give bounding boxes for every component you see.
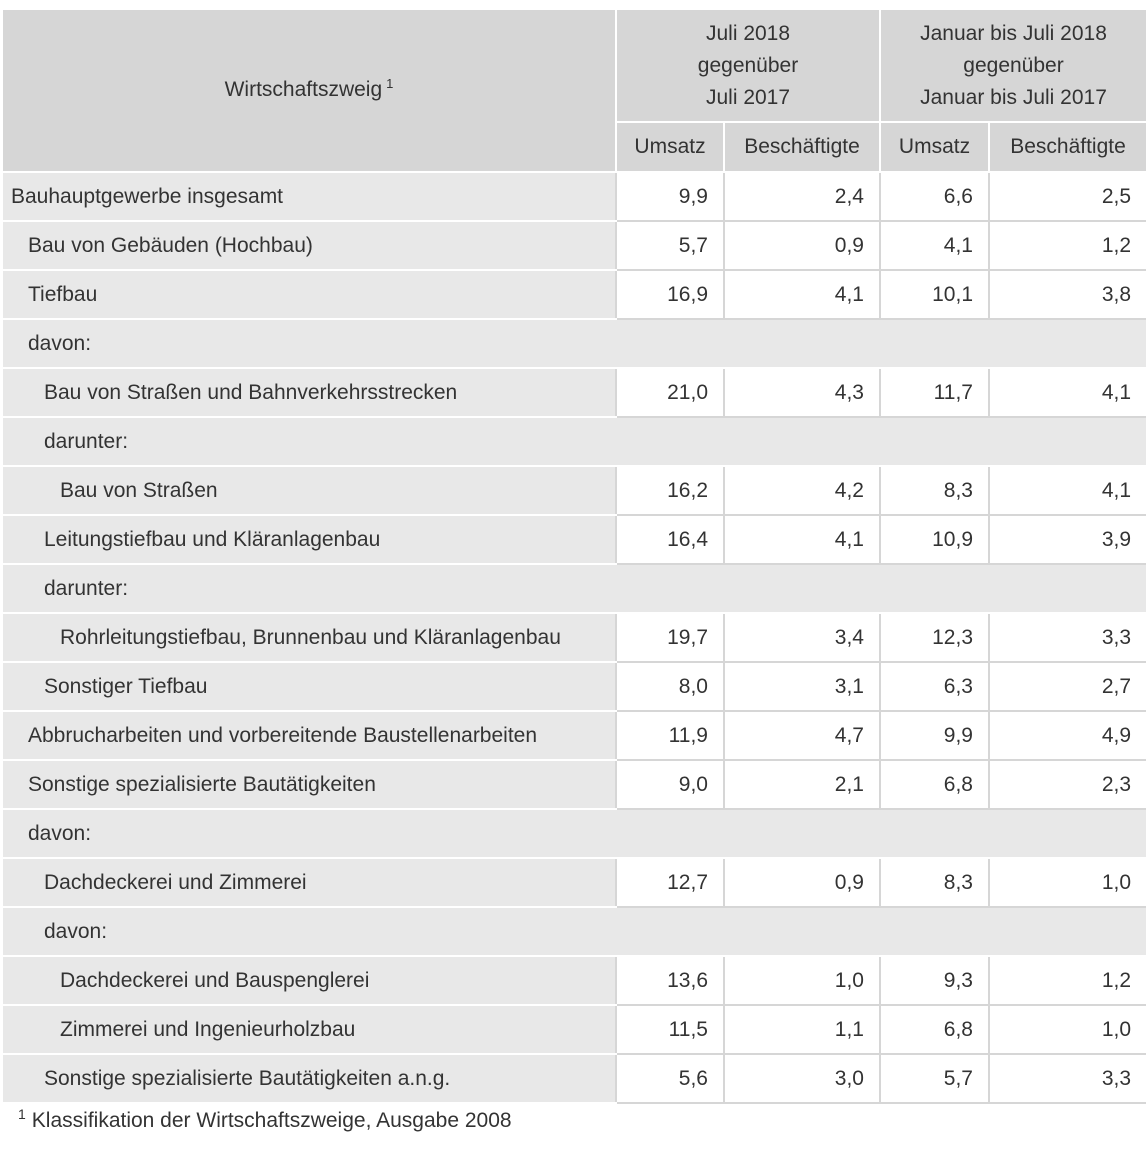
row-label: Dachdeckerei und Bauspenglerei xyxy=(3,956,616,1005)
header-wirtschaftszweig: Wirtschaftszweig $^1$ xyxy=(3,10,616,172)
row-label: davon: xyxy=(3,907,616,956)
row-value: 11,9 xyxy=(616,711,724,760)
row-label: davon: xyxy=(3,809,616,858)
row-value: 2,3 xyxy=(989,760,1146,809)
row-value: 21,0 xyxy=(616,368,724,417)
row-label: Rohrleitungstiefbau, Brunnenbau und Kläranlagenbau xyxy=(3,613,616,662)
footnote-text: Klassifikation der Wirtschaftszweige, Ausgabe 2008 xyxy=(31,1109,512,1132)
row-value: 1,0 xyxy=(989,1005,1146,1054)
row-label: darunter: xyxy=(3,564,616,613)
row-value: 3,3 xyxy=(989,613,1146,662)
table-row xyxy=(3,1054,1146,1103)
row-value: 8,3 xyxy=(880,858,989,907)
row-value: 12,7 xyxy=(616,858,724,907)
row-label: Tiefbau xyxy=(3,270,616,319)
row-value: 6,3 xyxy=(880,662,989,711)
row-value: 9,9 xyxy=(880,711,989,760)
row-value: 0,9 xyxy=(724,858,880,907)
table-row xyxy=(3,172,1146,221)
table-row xyxy=(3,270,1146,319)
row-fill xyxy=(616,809,1146,858)
row-fill xyxy=(616,564,1146,613)
row-value: 2,5 xyxy=(989,172,1146,221)
row-value: 4,1 xyxy=(724,270,880,319)
header-umsatz-2: Umsatz xyxy=(880,122,989,172)
row-value: 5,7 xyxy=(880,1054,989,1103)
row-value: 1,2 xyxy=(989,221,1146,270)
row-value: 3,9 xyxy=(989,515,1146,564)
table-row xyxy=(3,858,1146,907)
row-value: 3,4 xyxy=(724,613,880,662)
table-row xyxy=(3,1005,1146,1054)
table-row xyxy=(3,956,1146,1005)
header-beschaeftigte-1: Beschäftigte xyxy=(724,122,880,172)
row-label: Sonstiger Tiefbau xyxy=(3,662,616,711)
header-footnote-marker: 1 xyxy=(386,75,394,91)
table-row xyxy=(3,613,1146,662)
row-value: 9,9 xyxy=(616,172,724,221)
row-value: 16,2 xyxy=(616,466,724,515)
footnote-marker: 1 xyxy=(18,1106,26,1122)
table-row xyxy=(3,760,1146,809)
header-beschaeftigte-2: Beschäftigte xyxy=(989,122,1146,172)
row-value: 1,0 xyxy=(989,858,1146,907)
row-value: 3,1 xyxy=(724,662,880,711)
table-body xyxy=(3,172,1146,1103)
row-value: 5,7 xyxy=(616,221,724,270)
row-label: Bauhauptgewerbe insgesamt xyxy=(3,172,616,221)
row-label: Sonstige spezialisierte Bautätigkeiten a.n.g. xyxy=(3,1054,616,1103)
header-group-januar-bis-juli: Januar bis Juli 2018 gegenüber Januar bis Juli 2017 xyxy=(880,10,1146,122)
row-label: Bau von Straßen und Bahnverkehrsstrecken xyxy=(3,368,616,417)
row-value: 1,0 xyxy=(724,956,880,1005)
row-value: 4,1 xyxy=(724,515,880,564)
table-row xyxy=(3,319,1146,368)
row-value: 2,4 xyxy=(724,172,880,221)
row-value: 5,6 xyxy=(616,1054,724,1103)
row-fill xyxy=(616,417,1146,466)
row-value: 8,0 xyxy=(616,662,724,711)
row-value: 1,1 xyxy=(724,1005,880,1054)
row-value: 13,6 xyxy=(616,956,724,1005)
row-value: 9,0 xyxy=(616,760,724,809)
row-value: 16,4 xyxy=(616,515,724,564)
row-value: 3,3 xyxy=(989,1054,1146,1103)
table-row xyxy=(3,417,1146,466)
row-value: 4,1 xyxy=(880,221,989,270)
row-fill xyxy=(616,907,1146,956)
row-value: 19,7 xyxy=(616,613,724,662)
row-value: 4,7 xyxy=(724,711,880,760)
table-row xyxy=(3,515,1146,564)
row-label: Sonstige spezialisierte Bautätigkeiten xyxy=(3,760,616,809)
row-value: 6,6 xyxy=(880,172,989,221)
row-value: 4,9 xyxy=(989,711,1146,760)
row-label: Dachdeckerei und Zimmerei xyxy=(3,858,616,907)
row-value: 12,3 xyxy=(880,613,989,662)
table-row xyxy=(3,809,1146,858)
table-row xyxy=(3,564,1146,613)
data-table xyxy=(3,10,1146,1104)
row-value: 4,1 xyxy=(989,466,1146,515)
table-header xyxy=(3,10,1146,172)
row-value: 11,7 xyxy=(880,368,989,417)
row-value: 2,1 xyxy=(724,760,880,809)
row-label: Leitungstiefbau und Kläranlagenbau xyxy=(3,515,616,564)
row-value: 1,2 xyxy=(989,956,1146,1005)
row-label: Abbrucharbeiten und vorbereitende Baustellenarbeiten xyxy=(3,711,616,760)
row-value: 3,8 xyxy=(989,270,1146,319)
table-row xyxy=(3,368,1146,417)
row-value: 0,9 xyxy=(724,221,880,270)
table-row xyxy=(3,711,1146,760)
table-row xyxy=(3,907,1146,956)
table-row xyxy=(3,221,1146,270)
row-value: 6,8 xyxy=(880,760,989,809)
row-label: Bau von Straßen xyxy=(3,466,616,515)
row-fill xyxy=(616,319,1146,368)
row-label: darunter: xyxy=(3,417,616,466)
row-value: 10,9 xyxy=(880,515,989,564)
row-value: 4,1 xyxy=(989,368,1146,417)
row-value: 9,3 xyxy=(880,956,989,1005)
row-value: 10,1 xyxy=(880,270,989,319)
header-group-juli: Juli 2018 gegenüber Juli 2017 xyxy=(616,10,880,122)
row-label: Bau von Gebäuden (Hochbau) xyxy=(3,221,616,270)
table-row xyxy=(3,662,1146,711)
row-value: 6,8 xyxy=(880,1005,989,1054)
row-value: 3,0 xyxy=(724,1054,880,1103)
row-label: davon: xyxy=(3,319,616,368)
footnote xyxy=(18,1106,512,1133)
row-value: 16,9 xyxy=(616,270,724,319)
row-value: 4,2 xyxy=(724,466,880,515)
table-row xyxy=(3,466,1146,515)
header-umsatz-1: Umsatz xyxy=(616,122,724,172)
row-value: 2,7 xyxy=(989,662,1146,711)
row-label: Zimmerei und Ingenieurholzbau xyxy=(3,1005,616,1054)
row-value: 8,3 xyxy=(880,466,989,515)
row-value: 4,3 xyxy=(724,368,880,417)
row-value: 11,5 xyxy=(616,1005,724,1054)
